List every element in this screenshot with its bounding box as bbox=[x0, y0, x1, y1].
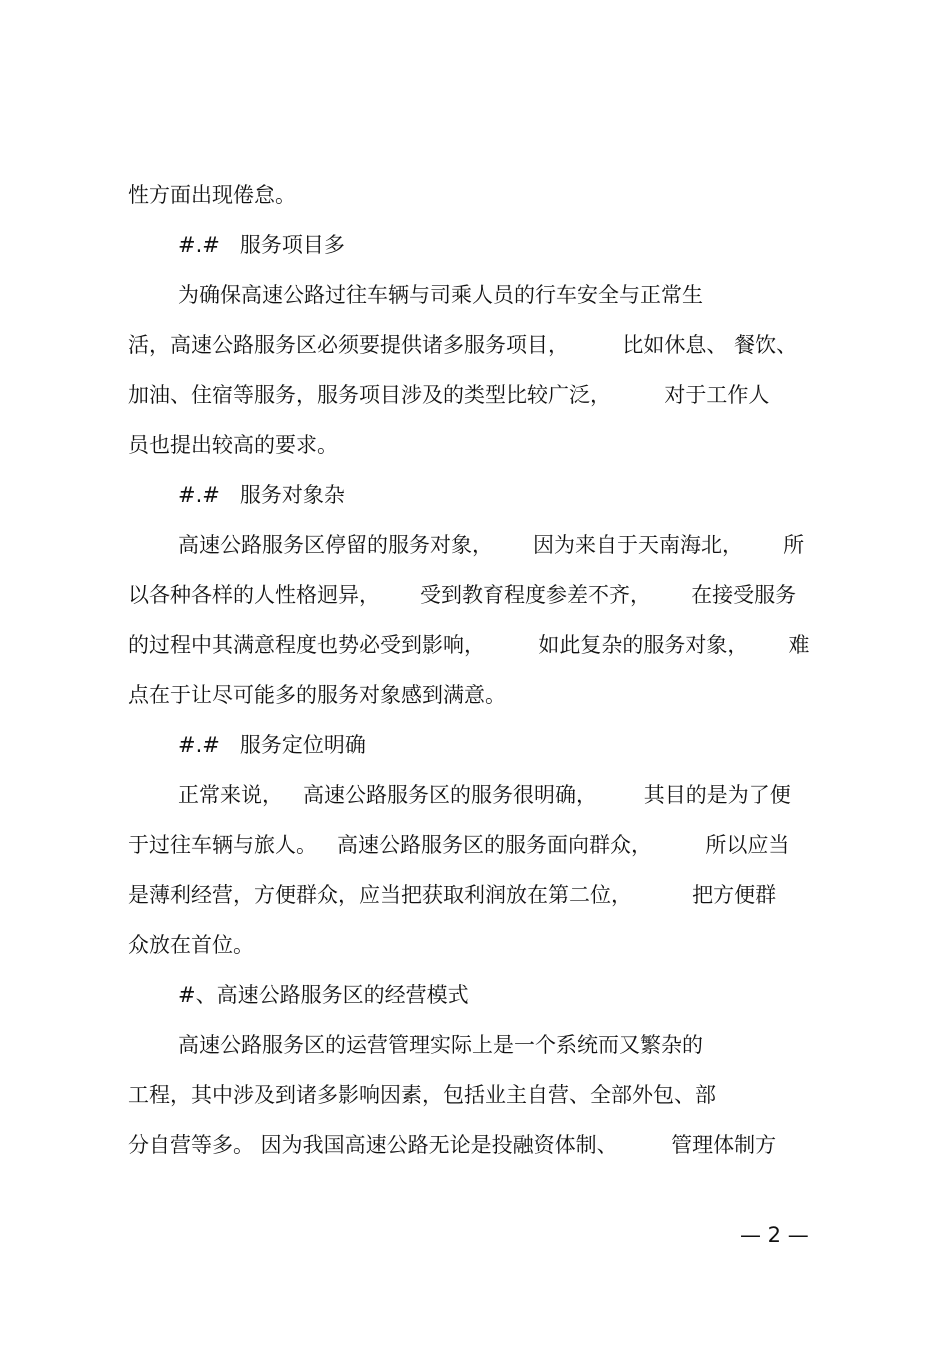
paragraph-line: 点在于让尽可能多的服务对象感到满意。 bbox=[128, 683, 506, 707]
section-heading: #.# 服务对象杂 bbox=[178, 483, 345, 507]
paragraph-line: 正常来说， 高速公路服务区的服务很明确， 其目的是为了便 bbox=[178, 783, 791, 807]
paragraph-line: 员也提出较高的要求。 bbox=[128, 433, 338, 457]
paragraph-line: 活，高速公路服务区必须要提供诸多服务项目， 比如休息、 餐饮、 bbox=[128, 333, 798, 357]
paragraph-line: 加油、住宿等服务，服务项目涉及的类型比较广泛， 对于工作人 bbox=[128, 383, 770, 407]
paragraph-line: 高速公路服务区停留的服务对象， 因为来自于天南海北， 所 bbox=[178, 533, 805, 557]
page-number: — 2 — bbox=[740, 1223, 809, 1247]
paragraph-line: 性方面出现倦怠。 bbox=[128, 183, 296, 207]
paragraph-line: 是薄利经营，方便群众，应当把获取利润放在第二位， 把方便群 bbox=[128, 883, 777, 907]
paragraph-line: 工程，其中涉及到诸多影响因素，包括业主自营、全部外包、部 bbox=[128, 1083, 716, 1107]
paragraph-line: 众放在首位。 bbox=[128, 933, 254, 957]
section-heading: #.# 服务定位明确 bbox=[178, 733, 366, 757]
section-heading: #.# 服务项目多 bbox=[178, 233, 345, 257]
paragraph-line: 于过往车辆与旅人。 高速公路服务区的服务面向群众， 所以应当 bbox=[128, 833, 790, 857]
paragraph-line: 高速公路服务区的运营管理实际上是一个系统而又繁杂的 bbox=[178, 1033, 703, 1057]
paragraph-line: 分自营等多。 因为我国高速公路无论是投融资体制、 管理体制方 bbox=[128, 1133, 777, 1157]
section-heading: #、高速公路服务区的经营模式 bbox=[178, 983, 469, 1007]
paragraph-line: 为确保高速公路过往车辆与司乘人员的行车安全与正常生 bbox=[178, 283, 703, 307]
paragraph-line: 的过程中其满意程度也势必受到影响， 如此复杂的服务对象， 难 bbox=[128, 633, 810, 657]
paragraph-line: 以各种各样的人性格迥异， 受到教育程度参差不齐， 在接受服务 bbox=[128, 583, 797, 607]
